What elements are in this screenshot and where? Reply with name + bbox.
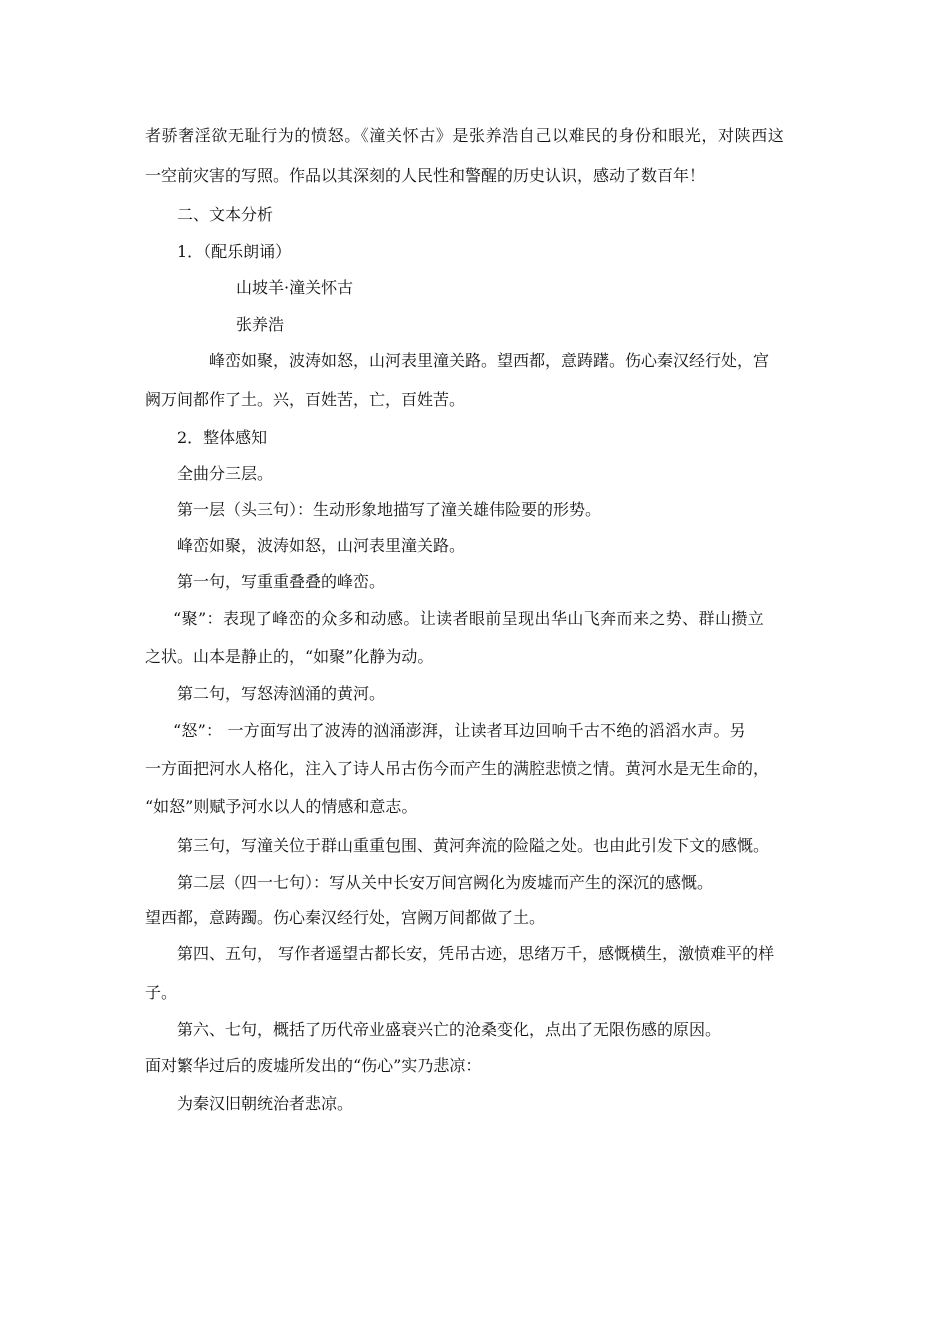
paragraph-line: 子。	[145, 983, 178, 1002]
paragraph-line: 全曲分三层。	[177, 464, 274, 483]
paragraph-line: 第二层（四一七句）：写从关中长安万间宫阙化为废墟而产生的深沉的感慨。	[177, 873, 714, 892]
paragraph-line: “如怒”则赋予河水以人的情感和意志。	[145, 797, 418, 816]
paragraph-line: 第二句，写怒涛汹涌的黄河。	[177, 684, 386, 703]
paragraph-line: 面对繁华过后的废墟所发出的“伤心”实乃悲凉：	[145, 1056, 482, 1075]
paragraph-line: 者骄奢淫欲无耻行为的愤怒。《潼关怀古》是张养浩自己以难民的身份和眼光，对陕西这	[145, 126, 785, 145]
paragraph-line: 为秦汉旧朝统治者悲凉。	[177, 1094, 354, 1113]
poem-title: 山坡羊·潼关怀古	[236, 278, 354, 297]
paragraph-line: 一方面把河水人格化，注入了诗人吊古伤今而产生的满腔悲愤之情。黄河水是无生命的，	[145, 759, 770, 778]
paragraph-line: 第一句，写重重叠叠的峰峦。	[177, 572, 386, 591]
subsection-heading: 1．（配乐朗诵）	[177, 242, 292, 261]
poem-text-line: 峰峦如聚，波涛如怒，山河表里潼关路。望西都，意踌躇。伤心秦汉经行处，宫	[209, 351, 770, 370]
paragraph-line: 一空前灾害的写照。作品以其深刻的人民性和警醒的历史认识，感动了数百年！	[145, 166, 706, 185]
paragraph-line: “聚”：表现了峰峦的众多和动感。让读者眼前呈现出华山飞奔而来之势、群山攒立	[173, 609, 765, 628]
quote-line: 峰峦如聚，波涛如怒，山河表里潼关路。	[177, 536, 466, 555]
subsection-heading: 2．整体感知	[177, 428, 268, 447]
paragraph-line: 第三句，写潼关位于群山重重包围、黄河奔流的险隘之处。也由此引发下文的感慨。	[177, 836, 770, 855]
quote-line: 望西都，意踌躅。伤心秦汉经行处，宫阙万间都做了土。	[145, 908, 546, 927]
poem-author: 张养浩	[236, 315, 285, 334]
paragraph-line: 第四、五句， 写作者遥望古都长安，凭吊古迹，思绪万千，感慨横生，激愤难平的样	[177, 944, 775, 963]
paragraph-line: 第六、七句，概括了历代帝业盛衰兴亡的沧桑变化，点出了无限伤感的原因。	[177, 1020, 722, 1039]
section-heading: 二、文本分析	[177, 205, 274, 224]
paragraph-line: 第一层（头三句）：生动形象地描写了潼关雄伟险要的形势。	[177, 500, 602, 519]
paragraph-line: “怒”： 一方面写出了波涛的汹涌澎湃，让读者耳边回响千古不绝的滔滔水声。另	[173, 721, 746, 740]
poem-text-line: 阙万间都作了土。兴，百姓苦，亡，百姓苦。	[145, 390, 466, 409]
paragraph-line: 之状。山本是静止的，“如聚”化静为动。	[145, 647, 434, 666]
